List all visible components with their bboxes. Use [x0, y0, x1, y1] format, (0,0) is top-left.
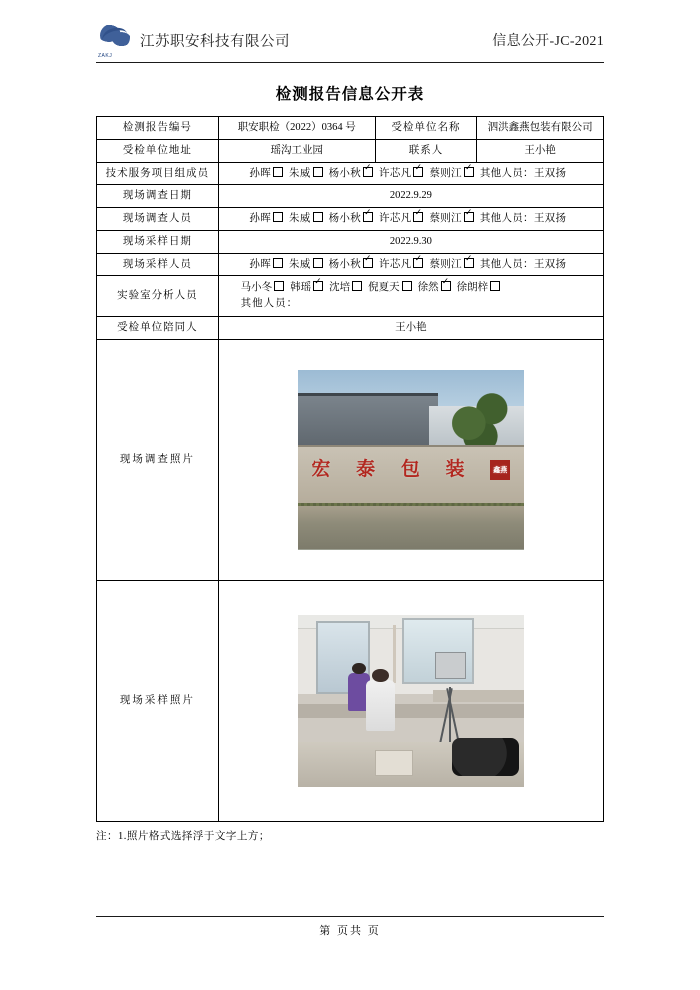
team-members [218, 162, 603, 185]
lab-members-cell [218, 276, 603, 317]
survey-staff-label: 现场调查人员 [97, 208, 219, 231]
sampling-date-value: 2022.9.30 [218, 230, 603, 253]
member-name: 蔡则江 [429, 258, 462, 270]
table-row [97, 117, 604, 140]
member-entry [418, 280, 451, 296]
member-entry [429, 166, 473, 182]
sampling-date-label: 现场采样日期 [97, 230, 219, 253]
member-name: 倪夏天 [368, 282, 400, 294]
member-entry [249, 211, 283, 227]
client-label: 受检单位名称 [375, 117, 476, 140]
table-row [97, 276, 604, 317]
table-row [97, 208, 604, 231]
member-entry [368, 280, 412, 296]
member-name: 朱威 [289, 213, 311, 224]
member-name: 蔡则江 [429, 167, 462, 179]
checkbox-checked-icon[interactable] [313, 281, 323, 291]
document-code: 信息公开-JC-2021 [492, 34, 604, 49]
member-name: 杨小秋 [328, 167, 362, 179]
escort-label: 受检单位陪同人 [97, 316, 219, 339]
member-name: 孙晖 [249, 167, 272, 179]
member-name: 许芯凡 [379, 258, 412, 270]
member-name: 马小冬 [240, 282, 273, 294]
company-logo-icon [96, 21, 136, 59]
contact-label: 联系人 [375, 139, 476, 162]
member-entry [429, 257, 473, 273]
checkbox-icon[interactable] [273, 167, 283, 177]
table-row [97, 230, 604, 253]
member-name: 朱威 [289, 167, 311, 179]
sampling-staff-label: 现场采样人员 [97, 253, 219, 276]
page-number: 第 页共 页 [319, 925, 381, 937]
checkbox-icon[interactable] [313, 167, 323, 177]
member-entry [329, 166, 373, 182]
member-entry [249, 257, 283, 273]
member-name: 徐朗梓 [456, 282, 489, 294]
member-name: 许芯凡 [379, 213, 412, 224]
member-name: 杨小秋 [328, 258, 362, 270]
sampling-photo-cell [218, 580, 603, 821]
member-entry [290, 280, 323, 296]
company-logo [96, 21, 290, 59]
checkbox-icon[interactable] [490, 281, 500, 291]
survey-photo-image [298, 370, 524, 550]
member-entry [329, 257, 373, 273]
table-row [97, 139, 604, 162]
checkbox-checked-icon[interactable] [464, 258, 474, 268]
checkbox-checked-icon[interactable] [464, 212, 474, 222]
survey-photo-cell [218, 339, 603, 580]
contact-value: 王小艳 [477, 139, 604, 162]
member-entry [241, 280, 285, 296]
member-other: 其他人员：王双扬 [479, 258, 567, 270]
survey-date-label: 现场调查日期 [97, 185, 219, 208]
member-entry [289, 257, 323, 273]
checkbox-checked-icon[interactable] [413, 212, 423, 222]
logo-sub-text: ZAKJ [98, 53, 113, 59]
wall-char: 包 [400, 458, 420, 480]
member-name: 孙晖 [249, 213, 272, 224]
lab-label: 实验室分析人员 [97, 276, 219, 317]
member-name: 韩瑶 [290, 282, 312, 294]
report-no-label: 检测报告编号 [97, 117, 219, 140]
sampling-photo-image [298, 615, 524, 787]
checkbox-checked-icon[interactable] [363, 258, 373, 268]
checkbox-icon[interactable] [313, 212, 323, 222]
wall-char: 装 [445, 458, 465, 480]
member-name: 孙晖 [249, 258, 272, 270]
member-entry [329, 280, 362, 296]
member-name: 沈培 [329, 282, 351, 294]
checkbox-icon[interactable] [402, 281, 412, 291]
checkbox-checked-icon[interactable] [464, 167, 474, 177]
member-entry [379, 211, 423, 227]
member-other: 其他人员：王双扬 [479, 213, 567, 224]
member-entry [457, 280, 501, 296]
checkbox-icon[interactable] [273, 212, 283, 222]
table-note: 注：1.照片格式选择浮于文字上方； [96, 830, 270, 842]
escort-value: 王小艳 [218, 316, 603, 339]
report-info-table [96, 116, 604, 822]
lab-other-label: 其他人员： [240, 298, 299, 309]
sampling-staff-members [218, 253, 603, 276]
member-entry [289, 211, 323, 227]
report-no-value: 职安职检（2022）0364 号 [218, 117, 375, 140]
member-entry [249, 166, 283, 182]
page-header [96, 0, 604, 62]
company-name: 江苏职安科技有限公司 [140, 33, 290, 50]
address-label: 受检单位地址 [97, 139, 219, 162]
member-name: 杨小秋 [328, 213, 362, 224]
wall-slogan [311, 456, 510, 485]
member-entry [379, 166, 423, 182]
table-row [97, 316, 604, 339]
survey-date-value: 2022.9.29 [218, 185, 603, 208]
checkbox-icon[interactable] [273, 258, 283, 268]
member-entry [289, 166, 323, 182]
client-value: 泗洪鑫燕包装有限公司 [477, 117, 604, 140]
member-other: 其他人员：王双扬 [479, 167, 567, 179]
sampling-photo-label: 现场采样照片 [97, 580, 219, 821]
table-row [97, 162, 604, 185]
table-row-sampling-photo [97, 580, 604, 821]
member-name: 朱威 [289, 258, 311, 270]
member-entry [429, 211, 473, 227]
page-content [96, 0, 604, 843]
table-row [97, 253, 604, 276]
checkbox-checked-icon[interactable] [413, 167, 423, 177]
table-row [97, 185, 604, 208]
page-title: 检测报告信息公开表 [275, 86, 425, 103]
checkbox-icon[interactable] [274, 281, 284, 291]
wall-seal: 鑫燕 [490, 460, 510, 480]
table-row-survey-photo [97, 339, 604, 580]
member-name: 徐然 [417, 282, 439, 294]
member-name: 许芯凡 [379, 167, 412, 179]
footer-divider [96, 916, 604, 917]
checkbox-icon[interactable] [313, 258, 323, 268]
page-footer [96, 916, 604, 938]
lab-members [219, 276, 603, 296]
member-entry [379, 257, 423, 273]
header-divider [96, 62, 604, 63]
checkbox-checked-icon[interactable] [413, 258, 423, 268]
survey-staff-members [218, 208, 603, 231]
address-value: 瑶沟工业园 [218, 139, 375, 162]
checkbox-icon[interactable] [352, 281, 362, 291]
wall-char: 泰 [356, 458, 376, 480]
team-label: 技术服务项目组成员 [97, 162, 219, 185]
member-entry [329, 211, 373, 227]
checkbox-checked-icon[interactable] [363, 212, 373, 222]
checkbox-checked-icon[interactable] [363, 167, 373, 177]
member-name: 蔡则江 [429, 213, 462, 224]
checkbox-checked-icon[interactable] [441, 281, 451, 291]
survey-photo-label: 现场调查照片 [97, 339, 219, 580]
wall-char: 宏 [311, 458, 331, 480]
sampling-device [429, 652, 470, 748]
